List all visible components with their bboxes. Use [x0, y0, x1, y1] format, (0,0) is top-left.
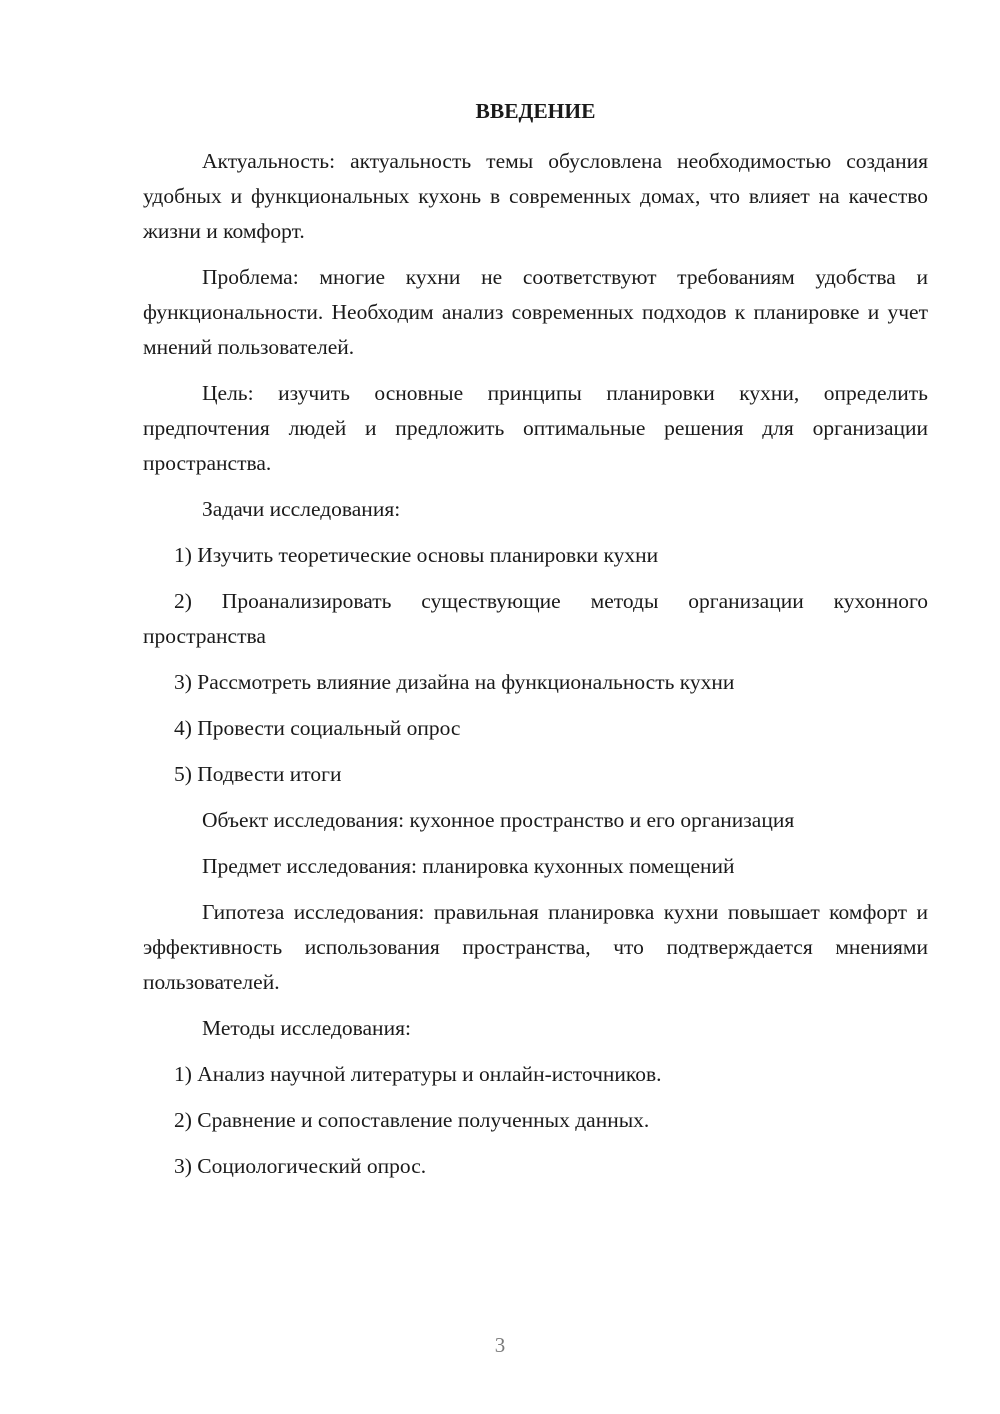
relevance-paragraph: Актуальность: актуальность темы обусловлена необходимостью создания удобных и функциональных кухонь в современных домах, что влияет на качество жизни и комфорт.	[143, 149, 928, 243]
task-item: 5) Подвести итоги	[174, 762, 342, 786]
task-item: 4) Провести социальный опрос	[174, 716, 461, 740]
methods-heading: Методы исследования:	[202, 1016, 411, 1040]
document-page	[143, 96, 928, 1195]
problem-paragraph: Проблема: многие кухни не соответствуют требованиям удобства и функциональности. Необходим анализ современных подходов к планировке и учет мнений пользователей.	[143, 265, 928, 359]
page-title: ВВЕДЕНИЕ	[475, 99, 596, 123]
method-item: 1) Анализ научной литературы и онлайн-источников.	[174, 1062, 662, 1086]
task-item: 1) Изучить теоретические основы планировки кухни	[174, 543, 659, 567]
tasks-heading: Задачи исследования:	[202, 497, 401, 521]
task-item: 2) Проанализировать существующие методы организации кухонного пространства	[143, 589, 928, 648]
method-item: 2) Сравнение и сопоставление полученных данных.	[174, 1108, 650, 1132]
subject-paragraph: Предмет исследования: планировка кухонных помещений	[202, 854, 735, 878]
method-item: 3) Социологический опрос.	[174, 1154, 427, 1178]
page-number: 3	[494, 1333, 506, 1357]
goal-paragraph: Цель: изучить основные принципы планировки кухни, определить предпочтения людей и предложить оптимальные решения для организации пространства.	[143, 381, 928, 475]
object-paragraph: Объект исследования: кухонное пространство и его организация	[202, 808, 795, 832]
task-item: 3) Рассмотреть влияние дизайна на функциональность кухни	[174, 670, 735, 694]
hypothesis-paragraph: Гипотеза исследования: правильная планировка кухни повышает комфорт и эффективность использования пространства, что подтверждается мнениями пользователей.	[143, 900, 928, 994]
